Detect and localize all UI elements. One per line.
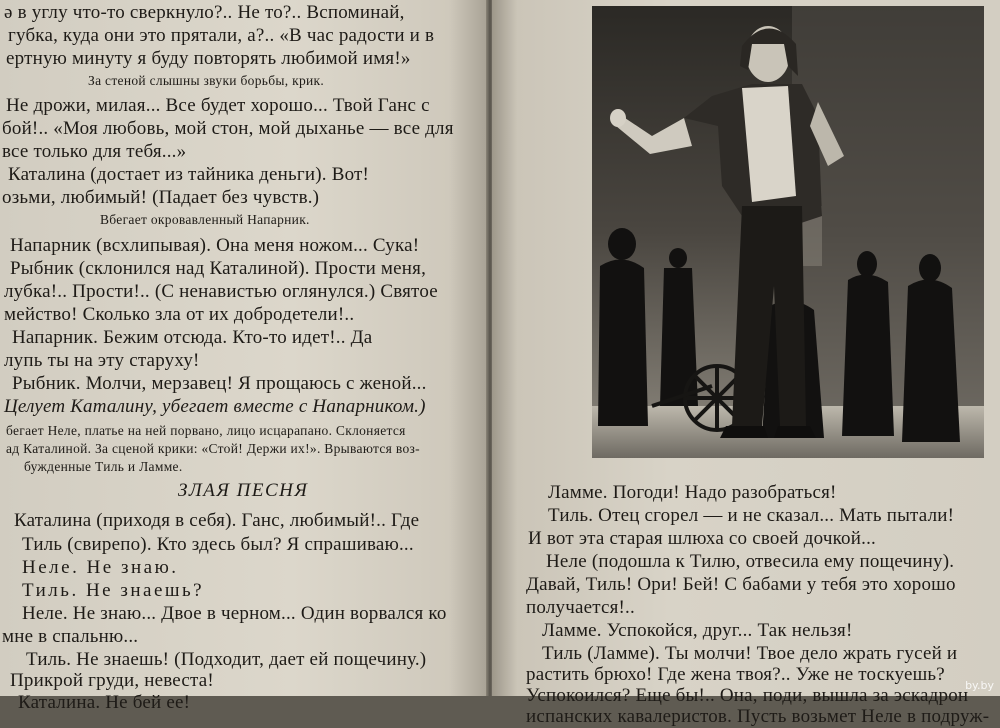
text-line: Неле (подошла к Тилю, отвесила ему пощечину). <box>546 551 955 572</box>
text-line: лупь ты на эту старуху! <box>4 350 200 371</box>
section-heading: ЗЛАЯ ПЕСНЯ <box>178 480 309 501</box>
text-line: Прикрой груди, невеста! <box>10 670 214 691</box>
text-line: испанских кавалеристов. Пусть возьмет Неле в подруж- <box>526 706 990 727</box>
stage-photograph <box>592 6 984 458</box>
text-line: лубка!.. Прости!.. (С ненавистью оглянулся.) Святое <box>4 281 438 302</box>
text-line: растить брюхо! Где жена твоя?.. Уже не тоскуешь? <box>526 664 945 685</box>
text-line: Неле. Не знаю... Двое в черном... Один ворвался ко <box>22 603 447 624</box>
text-line: получается!.. <box>526 597 635 618</box>
text-line: мейство! Сколько зла от их добродетели!.. <box>4 304 355 325</box>
text-line: Не дрожи, милая... Все будет хорошо... Твой Ганс с <box>6 95 430 116</box>
text-line: Рыбник. Молчи, мерзавец! Я прощаюсь с женой... <box>12 373 427 394</box>
text-line: ǝ в углу что-то сверкнуло?.. Не то?.. Вспоминай, <box>4 2 405 23</box>
stage-direction: ад Каталиной. За сценой крики: «Стой! Держи их!». Врываются воз- <box>6 441 420 456</box>
text-line: Тиль. Не знаешь? <box>22 580 205 601</box>
text-line: Тиль (Ламме). Ты молчи! Твое дело жрать гусей и <box>542 643 958 664</box>
text-line: озьми, любимый! (Падает без чувств.) <box>2 187 320 208</box>
text-line: Успокоился? Еще бы!.. Она, поди, вышла за эскадрон <box>526 685 969 706</box>
text-line: все только для тебя...» <box>2 141 187 162</box>
text-line: Каталина (достает из тайника деньги). Вот! <box>8 164 370 185</box>
text-line: бой!.. «Моя любовь, мой стон, мой дыханье — все для <box>2 118 454 139</box>
text-line: Давай, Тиль! Ори! Бей! С бабами у тебя это хорошо <box>526 574 956 595</box>
text-line: Рыбник (склонился над Каталиной). Прости меня, <box>10 258 427 279</box>
text-line: Тиль (свирепо). Кто здесь был? Я спрашиваю... <box>22 534 414 555</box>
text-line: Каталина. Не бей ее! <box>18 692 191 713</box>
stage-direction: За стеной слышны звуки борьбы, крик. <box>88 73 325 88</box>
text-line: Неле. Не знаю. <box>22 557 179 578</box>
text-line: мне в спальню... <box>2 626 139 647</box>
left-page <box>0 0 488 713</box>
text-line: губка, куда они это прятали, а?.. «В час радости и в <box>8 25 435 46</box>
text-line: Каталина (приходя в себя). Ганс, любимый!.. Где <box>14 510 420 531</box>
stage-direction: бегает Неле, платье на ней порвано, лицо исцарапано. Склоняется <box>6 423 406 438</box>
text-line: И вот эта старая шлюха со своей дочкой... <box>528 528 876 549</box>
text-line: Тиль. Не знаешь! (Подходит, дает ей пощечину.) <box>26 649 427 670</box>
right-page <box>492 0 1000 727</box>
stage-photo-image <box>592 6 984 458</box>
text-line: Ламме. Погоди! Надо разобраться! <box>548 482 837 503</box>
watermark: by.by <box>965 679 994 692</box>
text-line: Напарник. Бежим отсюда. Кто-то идет!.. Да <box>12 327 373 348</box>
stage-direction: бужденные Тиль и Ламме. <box>24 459 183 474</box>
text-line: Тиль. Отец сгорел — и не сказал... Мать пытали! <box>548 505 955 526</box>
text-line: Целует Каталину, убегает вместе с Напарником.) <box>4 396 426 417</box>
text-line: ертную минуту я буду повторять любимой имя!» <box>6 48 411 69</box>
text-line: Напарник (всхлипывая). Она меня ножом... Сука! <box>10 235 420 256</box>
text-line: Ламме. Успокойся, друг... Так нельзя! <box>542 620 853 641</box>
stage-direction: Вбегает окровавленный Напарник. <box>100 212 310 227</box>
